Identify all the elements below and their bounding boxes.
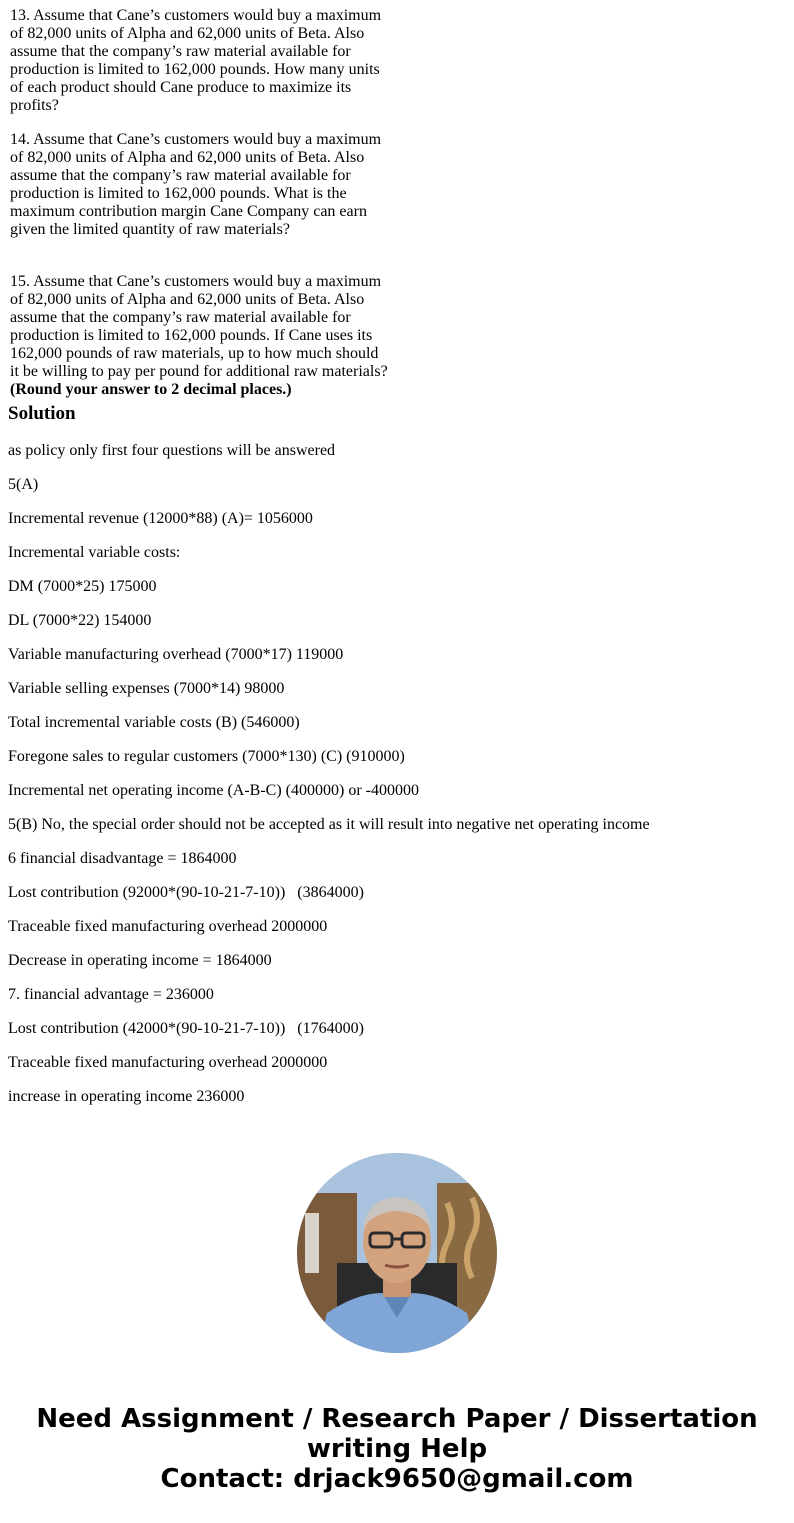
promo-line-2: writing Help	[306, 1434, 488, 1464]
question-13: 13. Assume that Cane’s customers would buy a maximum of 82,000 units of Alpha and 62,000 units of Beta. Also assume that the company’s raw material available for production is limited to 162,000 pounds. How many units of each product should Cane produce to maximize its profits?	[10, 7, 382, 114]
solution-line: Variable selling expenses (7000*14) 98000	[8, 680, 285, 697]
question-14: 14. Assume that Cane’s customers would buy a maximum of 82,000 units of Alpha and 62,000 units of Beta. Also assume that the company’s raw material available for production is limited to 162,000 pounds. What is the maximum contribution margin Cane Company can earn given the limited quantity of raw materials?	[10, 131, 382, 238]
solution-line: 5(B) No, the special order should not be accepted as it will result into negative net operating income	[8, 816, 650, 833]
solution-line: DM (7000*25) 175000	[8, 578, 157, 595]
solution-line: as policy only first four questions will be answered	[8, 442, 336, 459]
solution-line: Incremental revenue (12000*88) (A)= 1056000	[8, 510, 313, 527]
promo-banner	[0, 1404, 794, 1494]
solution-line: Incremental net operating income (A-B-C) (400000) or -400000	[8, 782, 419, 799]
solution-line: Traceable fixed manufacturing overhead 2000000	[8, 918, 328, 935]
solution-line: Total incremental variable costs (B) (546000)	[8, 714, 300, 731]
promo-line-1: Need Assignment / Research Paper / Dissertation	[36, 1404, 758, 1434]
solution-line: Foregone sales to regular customers (7000*130) (C) (910000)	[8, 748, 405, 765]
solution-line: Lost contribution (42000*(90-10-21-7-10)) (1764000)	[8, 1020, 364, 1037]
solution-line: Variable manufacturing overhead (7000*17) 119000	[8, 646, 344, 663]
question-15	[10, 255, 400, 417]
solution-line: 6 financial disadvantage = 1864000	[8, 850, 237, 867]
solution-line: 5(A)	[8, 476, 39, 493]
person-portrait-icon	[297, 1153, 497, 1353]
solution-line: Decrease in operating income = 1864000	[8, 952, 272, 969]
solution-heading: Solution	[8, 403, 76, 424]
solution-line: Traceable fixed manufacturing overhead 2000000	[8, 1054, 328, 1071]
question-15-text: 15. Assume that Cane’s customers would buy a maximum of 82,000 units of Alpha and 62,000 units of Beta. Also assume that the company’s raw material available for production is limited to 162,000 pounds. If Cane uses its 162,000 pounds of raw materials, up to how much should it be willing to pay per pound for additional raw materials?	[10, 273, 388, 380]
solution-body	[8, 442, 788, 1122]
solution-line: Incremental variable costs:	[8, 544, 181, 561]
solution-line: DL (7000*22) 154000	[8, 612, 152, 629]
solution-line: 7. financial advantage = 236000	[8, 986, 214, 1003]
author-avatar	[297, 1153, 497, 1353]
question-15-rounding-note: (Round your answer to 2 decimal places.)	[10, 381, 292, 398]
promo-contact: Contact: drjack9650@gmail.com	[160, 1464, 634, 1494]
solution-line: increase in operating income 236000	[8, 1088, 245, 1105]
solution-line: Lost contribution (92000*(90-10-21-7-10)) (3864000)	[8, 884, 364, 901]
questions-section	[10, 7, 400, 433]
